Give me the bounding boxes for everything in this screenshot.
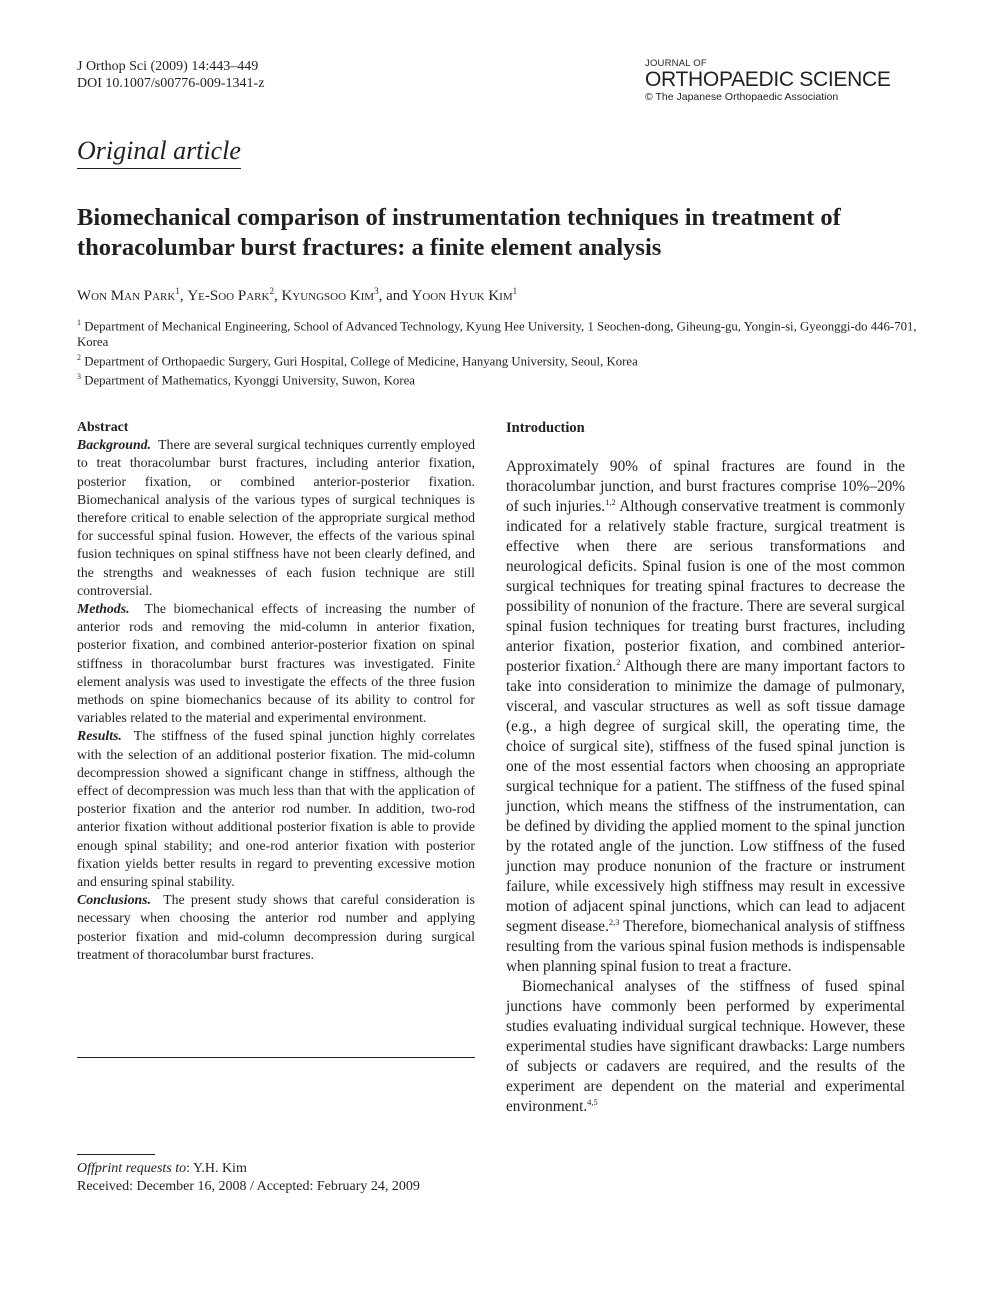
abstract-divider xyxy=(77,1057,475,1058)
citation: J Orthop Sci (2009) 14:443–449 xyxy=(77,59,259,74)
introduction-paragraph: Approximately 90% of spinal fractures are found in the thoracolumbar junction, and burst fractures comprise 10%–20% of such injuries.$^{1,2}$ Although conservative treatment is commonly indicated for a relatively stable fracture, surgical treatment is effective when there are serious transformations and neurological deficits. Spinal fusion is one of the most common surgical techniques for treating spinal fractures to decrease the possibility of nonunion of the fracture. There are several surgical spinal fusion techniques for treating burst fractures, including anterior fixation, posterior fixation, and combined anterior-posterior fixation.$^2$ Although there are many important factors to take into consideration to minimize the damage of pulmonary, visceral, and vascular structures as well as soft tissue damage (e.g., a high degree of surgical skill, the operating time, the choice of surgical site), stiffness of the fused spinal junction is one of the most essential factors when choosing an appropriate surgical technique for a patient. The stiffness of the fused spinal junction, which means the stiffness of the instrumentation, can be defined by dividing the applied moment to the spinal junction by the rotated angle of the junction. Low stiffness of the fused junction may produce nonunion of the fracture or instrument failure, while excessively high stiffness may result in excessive motion of adjacent spinal junctions, which can lead to adjacent segment disease.$^{2,3}$ Therefore, biomechanical analysis of stiffness resulting from the various spinal fusion methods is indispensable when planning spinal fusion to treat a fracture. xyxy=(506,458,906,975)
doi: DOI 10.1007/s00776-009-1341-z xyxy=(77,76,265,91)
article-type: Original article xyxy=(77,136,241,169)
abstract xyxy=(77,418,475,964)
author: Ye-Soo Park$^2$ xyxy=(187,286,274,304)
affiliations xyxy=(77,315,917,389)
introduction-heading: Introduction xyxy=(506,420,585,436)
footnote-divider xyxy=(77,1154,155,1155)
introduction-paragraph: Biomechanical analyses of the stiffness of fused spinal junctions have commonly been performed by experimental studies evaluating individual surgical technique. However, these experimental studies have significant drawbacks: Large numbers of subjects or cadavers are required, and the results of the experiment are dependent on the material and experimental environment.$^{4,5}$ xyxy=(506,978,905,1115)
affiliation: $^2$ Department of Orthopaedic Surgery, Guri Hospital, College of Medicine, Hanyang University, Seoul, Korea xyxy=(77,352,638,369)
footnote xyxy=(77,1160,420,1196)
journal-logo xyxy=(645,58,891,104)
journal-logo-line1: JOURNAL OF xyxy=(645,58,707,69)
offprint-requests: Offprint requests to: Y.H. Kim xyxy=(77,1161,247,1176)
affiliation: $^3$ Department of Mathematics, Kyonggi University, Suwon, Korea xyxy=(77,372,415,388)
citation-block xyxy=(77,58,264,92)
author: Yoon Hyuk Kim$^1$ xyxy=(411,286,518,304)
received-accepted: Received: December 16, 2008 / Accepted: February 24, 2009 xyxy=(77,1179,420,1194)
author-list: Won Man Park$^1$, Ye-Soo Park$^2$, Kyungsoo Kim$^3$, and Yoon Hyuk Kim$^1$ xyxy=(77,286,518,304)
journal-logo-name: ORTHOPAEDIC SCIENCE xyxy=(645,68,891,91)
article-title: Biomechanical comparison of instrumentation techniques in treatment of thoracolumbar burst fractures: a finite element analysis xyxy=(77,204,841,261)
abstract-conclusions: Conclusions. The present study shows that careful consideration is necessary when choosing the anterior rod number and applying posterior fixation and mid-column decompression during surgical treatment of thoracolumbar burst fractures. xyxy=(77,892,476,962)
author: Won Man Park$^1$ xyxy=(77,286,180,304)
author: Kyungsoo Kim$^3$ xyxy=(281,286,379,304)
introduction xyxy=(506,418,905,1117)
journal-copyright: © The Japanese Orthopaedic Association xyxy=(645,91,839,103)
abstract-methods: Methods. The biomechanical effects of increasing the number of anterior rods and removing the mid-column in anterior fixation, posterior fixation, and combined anterior-posterior fixation on spinal stiffness in thoracolumbar burst fractures was investigated. Finite element analysis was used to investigate the effects of the three fusion methods on spine biomechanics because of its ability to control for variables related to the material and experimental environment. xyxy=(77,601,476,726)
affiliation: $^1$ Department of Mechanical Engineering, School of Advanced Technology, Kyung Hee University, 1 Seochen-dong, Giheung-gu, Yongin-si, Gyeonggi-do 446-701, Korea xyxy=(77,318,917,349)
abstract-results: Results. The stiffness of the fused spinal junction highly correlates with the selection of an additional posterior fixation. The mid-column decompression showed a significant change in stiffness, although the effect of decompression was much less than that with the application of posterior fixation and the anterior rod number. In addition, two-rod anterior fixation without additional posterior fixation is able to provide enough spinal stability; and one-rod anterior fixation with posterior fixation yields better results in regard to preventing excessive motion and ensuring spinal stability. xyxy=(77,728,475,890)
abstract-background: Background. There are several surgical techniques currently employed to treat thoracolumbar burst fractures, including anterior fixation, posterior fixation, or combined anterior-posterior fixation. Biomechanical analysis of the various types of surgical techniques is therefore critical to enable selection of the appropriate surgical method for successful spinal fusion. However, the effects of the various spinal fusion techniques on spinal stiffness have not been clearly defined, and the strengths and weaknesses of each fusion technique are still controversial. xyxy=(77,437,475,598)
abstract-heading: Abstract xyxy=(77,419,129,434)
